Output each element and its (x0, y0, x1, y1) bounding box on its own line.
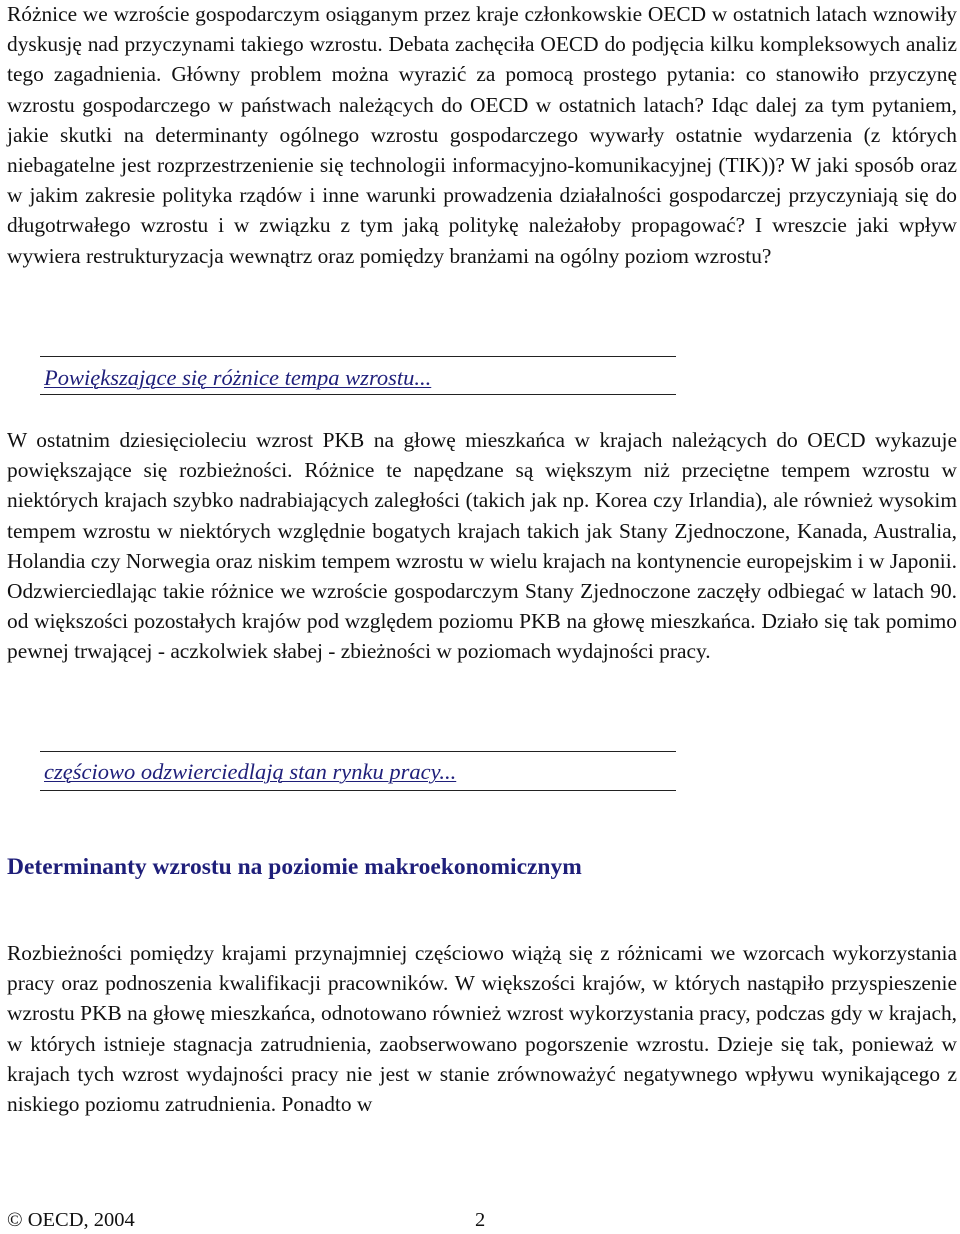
callout-bottom-rule (40, 394, 676, 395)
callout-growth-gaps: Powiększające się różnice tempa wzrostu... (44, 365, 432, 390)
callout-top-rule (40, 356, 676, 357)
callout-labour-market: częściowo odzwierciedlają stan rynku pracy... (44, 759, 457, 784)
macro-paragraph: Rozbieżności pomiędzy krajami przynajmniej częściowo wiążą się z różnicami we wzorcach wykorzystania pracy oraz podnoszenia kwalifikacji pracowników. W większości krajów, w których nastąpiło przyspieszenie wzrostu PKB na głowę mieszkańca, odnotowano również wzrost wykorzystania pracy, podczas gdy w krajach, w których istnieje stagnacja zatrudnienia, zaobserwowano pogorszenie wzrostu. Dzieje się tak, ponieważ w krajach tych wzrost wydajności pracy nie jest w stanie zrównoważyć negatywnego wpływu wynikającego z niskiego poziomu zatrudnienia. Ponadto w (7, 941, 957, 1117)
callout-bottom-rule (40, 790, 676, 791)
footer-copyright: © OECD, 2004 (7, 1209, 135, 1231)
callout-top-rule (40, 751, 676, 752)
intro-paragraph: Różnice we wzroście gospodarczym osiąganym przez kraje członkowskie OECD w ostatnich latach wznowiły dyskusję nad przyczynami takiego wzrostu. Debata zachęciła OECD do podjęcia kilku kompleksowych analiz tego zagadnienia. Główny problem można wyrazić za pomocą prostego pytania: co stanowiło przyczynę wzrostu gospodarczego w państwach należących do OECD w ostatnich latach? Idąc dalej za tym pytaniem, jakie skutki na determinanty ogólnego wzrostu gospodarczego wywarły ostatnie wydarzenia (z których niebagatelne jest rozprzestrzenienie się technologii informacyjno-komunikacyjnej (TIK))? W jaki sposób oraz w jakim zakresie polityka rządów i inne warunki prowadzenia działalności gospodarczej przyczyniają się do długotrwałego wzrostu i w związku z tym jaką politykę należałoby propagować? I wreszcie jaki wpływ wywiera restrukturyzacja wewnątrz oraz pomiędzy branżami na ogólny poziom wzrostu? (7, 2, 957, 268)
section-heading-macro: Determinanty wzrostu na poziomie makroekonomicznym (7, 854, 582, 880)
gdp-gaps-paragraph: W ostatnim dziesięcioleciu wzrost PKB na głowę mieszkańca w krajach należących do OECD wykazuje powiększające się rozbieżności. Różnice te napędzane są większym niż przeciętne tempem wzrostu w niektórych krajach szybko nadrabiających zaległości (takich jak np. Korea czy Irlandia), ale również wysokim tempem wzrostu w niektórych względnie bogatych krajach takich jak Stany Zjednoczone, Kanada, Australia, Holandia czy Norwegia oraz niskim tempem wzrostu w wielu krajach na kontynencie europejskim i w Japonii. Odzwierciedlając takie różnice we wzroście gospodarczym Stany Zjednoczone zaczęły odbiegać w latach 90. od większości pozostałych krajów pod względem poziomu PKB na głowę mieszkańca. Działo się tak pomimo pewnej trwającej - aczkolwiek słabej - zbieżności w poziomach wydajności pracy. (7, 428, 957, 664)
footer-page-number: 2 (475, 1209, 486, 1231)
